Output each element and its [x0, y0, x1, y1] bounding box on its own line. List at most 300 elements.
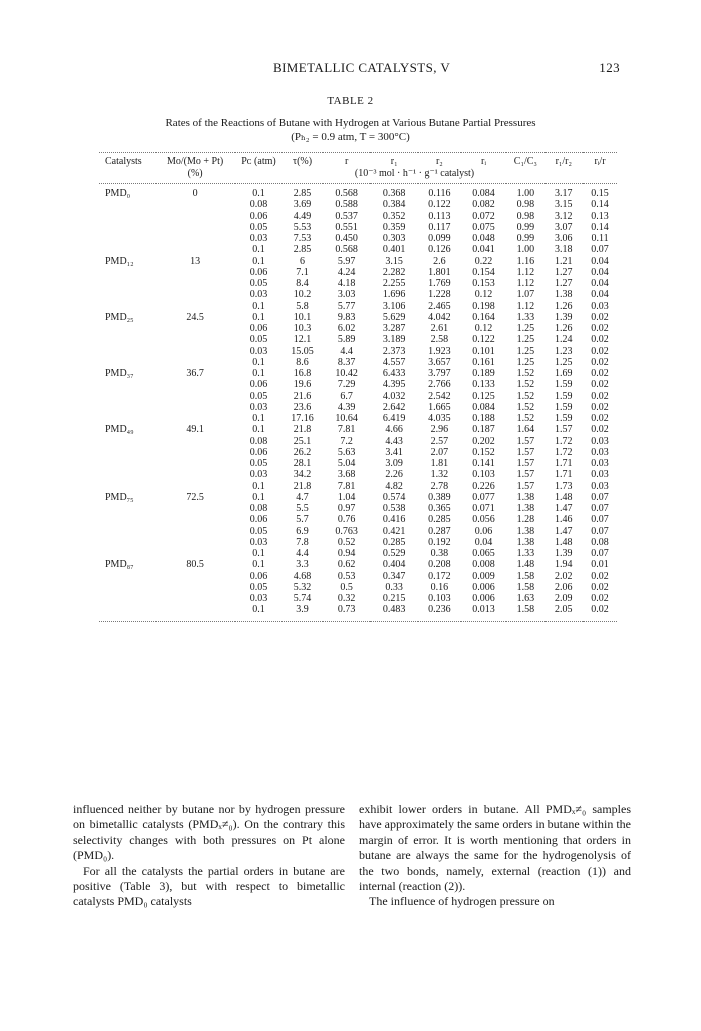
cell-r: 7.81	[337, 480, 356, 492]
cell-r1r2: 1.94	[555, 559, 573, 571]
cell-r1: 0.574	[382, 491, 406, 503]
cell-r1r2: 1.47	[555, 503, 573, 514]
cell-mo-ratio	[156, 402, 235, 413]
cell-mo-ratio	[156, 357, 235, 368]
cell-r1r2: 1.71	[555, 469, 573, 481]
cell-tau: 19.6	[293, 379, 312, 391]
cell-r1: 3.15	[385, 255, 403, 267]
cell-tau: 2.85	[293, 188, 312, 199]
cell-ri: 0.12	[474, 323, 493, 334]
cell-c1c3: 1.58	[506, 604, 544, 621]
cell-pc: 0.1	[235, 604, 283, 621]
cell-r: 4.24	[337, 266, 356, 278]
cell-rir: 0.07	[591, 503, 609, 514]
cell-tau: 10.1	[293, 311, 312, 323]
cell-tau: 12.1	[293, 334, 312, 346]
cell-tau: 21.6	[293, 390, 312, 402]
cell-r2: 2.07	[430, 446, 449, 458]
cell-catalyst	[99, 357, 156, 368]
cell-r1: 0.404	[382, 559, 406, 571]
cell-ri: 0.077	[472, 491, 495, 503]
col-header-r: r	[323, 153, 371, 169]
cell-r1: 0.352	[382, 210, 406, 222]
cell-c1c3: 1.25	[516, 356, 535, 368]
cell-r2: 0.16	[430, 581, 449, 593]
cell-pc: 0.1	[252, 300, 265, 312]
cell-rir: 0.13	[591, 210, 609, 222]
cell-tau: 34.2	[293, 469, 312, 481]
cell-r2: 1.665	[428, 401, 451, 413]
cell-r: 9.83	[337, 311, 356, 323]
cell-r: 10.42	[335, 368, 358, 379]
cell-catalyst	[99, 526, 156, 537]
cell-r: 0.94	[337, 548, 356, 559]
table-row	[99, 289, 617, 300]
table-row	[99, 312, 617, 323]
cell-r1: 0.33	[385, 581, 403, 593]
cell-r1: 6.433	[382, 368, 406, 379]
table-row	[99, 582, 617, 593]
cell-r: 0.537	[335, 210, 358, 222]
table-caption-line2: (Pₕ₂ = 0.9 atm, T = 300°C)	[291, 131, 410, 143]
cell-r: 0.62	[337, 559, 356, 571]
table-row	[99, 593, 617, 604]
table-row	[99, 301, 617, 312]
cell-r1r2: 3.12	[555, 210, 573, 222]
cell-rir: 0.03	[591, 458, 609, 469]
cell-mo-ratio: 0	[192, 188, 198, 199]
cell-r2: 0.38	[430, 548, 449, 559]
col-header-rate-units: (10⁻³ mol · h⁻¹ · g⁻¹ catalyst)	[323, 168, 506, 184]
cell-catalyst	[99, 481, 156, 492]
col-header-pc: Pᴄ (atm)	[235, 153, 283, 169]
cell-ri: 0.164	[472, 311, 495, 323]
cell-catalyst	[99, 346, 156, 357]
cell-mo-ratio	[156, 514, 235, 525]
cell-pc: 0.1	[252, 424, 265, 436]
cell-ri: 0.065	[472, 548, 495, 559]
cell-c1c3: 1.07	[516, 289, 535, 301]
cell-c1c3: 1.52	[516, 379, 535, 391]
cell-c1c3: 1.52	[516, 390, 535, 402]
cell-r1r2: 1.26	[555, 300, 573, 312]
paragraph: For all the catalysts the partial orders in butane are positive (Table 3), but with respect to bimetallic catalysts PMD₀ catalysts	[73, 863, 345, 909]
cell-catalyst	[99, 604, 156, 621]
cell-ri: 0.125	[472, 390, 495, 402]
cell-mo-ratio	[156, 289, 235, 300]
cell-r1r2: 1.26	[555, 323, 573, 334]
cell-ri: 0.008	[472, 559, 495, 571]
cell-pc: 0.05	[249, 278, 268, 289]
cell-tau: 3.9	[282, 604, 323, 621]
cell-tau: 2.85	[293, 244, 312, 256]
cell-pc: 0.1	[252, 244, 265, 256]
cell-r: 5.97	[337, 255, 356, 267]
cell-c1c3: 1.52	[516, 401, 535, 413]
cell-r1: 0.401	[382, 244, 406, 256]
cell-c1c3: 1.12	[516, 278, 535, 289]
cell-catalyst	[99, 301, 156, 312]
cell-rir: 0.02	[591, 356, 609, 368]
cell-r2: 0.365	[428, 503, 451, 514]
cell-tau: 7.1	[296, 266, 309, 278]
cell-r2: 4.035	[428, 413, 451, 424]
cell-pc: 0.03	[249, 345, 268, 357]
cell-r: 0.551	[335, 221, 358, 233]
cell-tau: 4.4	[296, 548, 309, 559]
cell-r2: 1.769	[428, 278, 451, 289]
table-row	[99, 571, 617, 582]
cell-r1r2: 1.39	[555, 548, 573, 559]
cell-catalyst	[99, 334, 156, 345]
cell-c1c3: 1.00	[516, 244, 535, 256]
cell-r2: 3.657	[428, 356, 451, 368]
cell-r: 6.7	[340, 390, 353, 402]
cell-tau: 5.53	[293, 221, 312, 233]
cell-pc: 0.06	[249, 379, 268, 391]
cell-rir: 0.07	[591, 525, 609, 537]
cell-pc: 0.1	[252, 255, 265, 267]
cell-rir: 0.02	[591, 593, 609, 604]
cell-ri: 0.226	[472, 480, 495, 492]
cell-r1: 2.26	[385, 469, 403, 481]
cell-c1c3: 1.25	[516, 323, 535, 334]
cell-r1: 2.282	[382, 266, 406, 278]
cell-catalyst: PMD₄₉	[105, 424, 134, 436]
cell-r: 0.53	[337, 570, 356, 582]
cell-catalyst	[99, 537, 156, 548]
cell-rir: 0.03	[591, 469, 609, 481]
cell-c1c3: 1.57	[516, 446, 535, 458]
cell-r: 5.63	[337, 446, 356, 458]
table-header-row	[99, 153, 617, 169]
cell-mo-ratio	[156, 199, 235, 210]
table-row	[99, 379, 617, 390]
cell-mo-ratio	[156, 334, 235, 345]
cell-r: 6.02	[337, 323, 356, 334]
cell-r1r2: 1.59	[555, 413, 573, 424]
cell-r1r2: 1.57	[555, 424, 573, 436]
table-row	[99, 458, 617, 469]
cell-ri: 0.009	[472, 570, 495, 582]
cell-r: 1.04	[337, 491, 356, 503]
cell-mo-ratio: 72.5	[186, 491, 204, 503]
cell-rir: 0.02	[591, 323, 609, 334]
cell-ri: 0.101	[472, 345, 495, 357]
cell-ri: 0.075	[472, 221, 495, 233]
cell-r1r2: 3.07	[555, 221, 573, 233]
cell-r1: 0.347	[382, 570, 406, 582]
table-row	[99, 222, 617, 233]
cell-rir: 0.02	[591, 334, 609, 346]
table-body	[99, 184, 617, 622]
cell-ri: 0.006	[472, 581, 495, 593]
cell-r1: 0.384	[382, 199, 406, 211]
cell-catalyst	[99, 436, 156, 447]
table-row	[99, 211, 617, 222]
cell-pc: 0.1	[252, 480, 265, 492]
cell-r1: 2.373	[382, 345, 406, 357]
cell-tau: 17.16	[291, 413, 314, 424]
cell-catalyst	[99, 244, 156, 255]
cell-r1: 3.09	[385, 458, 403, 469]
cell-c1c3: 1.58	[516, 570, 535, 582]
table-row	[99, 436, 617, 447]
cell-ri: 0.056	[472, 514, 495, 526]
table-caption-line1: Rates of the Reactions of Butane with Hydrogen at Various Butane Partial Pressures	[165, 117, 536, 129]
cell-r2: 0.287	[428, 525, 451, 537]
cell-ri: 0.161	[472, 356, 495, 368]
cell-r: 7.29	[337, 379, 356, 391]
table-row	[99, 413, 617, 424]
cell-r1: 4.82	[385, 480, 403, 492]
col-header-ri: rᵢ	[461, 153, 506, 169]
cell-rir: 0.02	[591, 345, 609, 357]
cell-tau: 25.1	[293, 435, 312, 447]
cell-catalyst	[99, 289, 156, 300]
cell-rir: 0.02	[591, 581, 609, 593]
cell-mo-ratio: 24.5	[186, 311, 204, 323]
cell-rir: 0.07	[591, 514, 609, 526]
cell-rir: 0.02	[591, 570, 609, 582]
cell-c1c3: 1.28	[516, 514, 535, 526]
cell-rir: 0.07	[591, 548, 609, 559]
cell-r1: 0.416	[382, 514, 406, 526]
cell-r2: 2.58	[430, 334, 449, 346]
cell-c1c3: 1.52	[516, 413, 535, 424]
cell-r2: 0.103	[428, 593, 451, 604]
cell-c1c3: 1.38	[516, 525, 535, 537]
cell-rir: 0.07	[591, 491, 609, 503]
cell-tau: 5.74	[293, 593, 312, 604]
cell-r: 4.18	[337, 278, 356, 289]
cell-pc: 0.1	[252, 413, 265, 424]
cell-c1c3: 1.33	[516, 548, 535, 559]
cell-pc: 0.1	[252, 491, 265, 503]
cell-r: 0.568	[335, 188, 358, 199]
cell-c1c3: 0.98	[516, 199, 535, 211]
cell-catalyst	[99, 447, 156, 458]
cell-mo-ratio	[156, 267, 235, 278]
cell-pc: 0.1	[252, 559, 265, 571]
cell-mo-ratio	[156, 211, 235, 222]
cell-pc: 0.1	[252, 548, 265, 559]
col-header-r2: r₂	[418, 153, 461, 169]
cell-r1r2: 1.72	[555, 446, 573, 458]
cell-mo-ratio	[156, 413, 235, 424]
cell-catalyst	[99, 379, 156, 390]
cell-rir: 0.04	[591, 255, 609, 267]
cell-tau: 5.8	[296, 300, 309, 312]
cell-mo-ratio	[156, 548, 235, 559]
table-row	[99, 481, 617, 492]
cell-r1: 0.368	[382, 188, 406, 199]
paragraph: The influence of hydrogen pressure on	[369, 894, 555, 909]
cell-mo-ratio: 49.1	[186, 424, 204, 436]
cell-pc: 0.08	[249, 199, 268, 211]
cell-r1: 0.285	[382, 536, 406, 548]
cell-tau: 23.6	[293, 401, 312, 413]
table-header-units-row	[99, 168, 617, 184]
cell-mo-ratio	[156, 222, 235, 233]
cell-rir: 0.07	[591, 244, 609, 256]
cell-pc: 0.03	[249, 289, 268, 301]
table-row	[99, 323, 617, 334]
cell-mo-ratio	[156, 481, 235, 492]
cell-pc: 0.08	[249, 435, 268, 447]
running-title: BIMETALLIC CATALYSTS, V	[273, 60, 451, 75]
cell-r1r2: 1.69	[555, 368, 573, 379]
cell-mo-ratio	[156, 301, 235, 312]
cell-c1c3: 0.99	[516, 233, 535, 244]
cell-r1: 0.215	[382, 593, 406, 604]
cell-r2: 1.32	[430, 469, 449, 481]
cell-ri: 0.154	[472, 266, 495, 278]
cell-c1c3: 1.12	[516, 266, 535, 278]
cell-r2: 2.57	[430, 435, 449, 447]
cell-r: 0.73	[323, 604, 371, 621]
cell-rir: 0.02	[591, 401, 609, 413]
table-row	[99, 447, 617, 458]
cell-catalyst	[99, 413, 156, 424]
cell-ri: 0.06	[474, 525, 493, 537]
cell-rir: 0.02	[591, 424, 609, 436]
cell-rir: 0.03	[591, 300, 609, 312]
table-row	[99, 537, 617, 548]
cell-r1: 0.421	[382, 525, 406, 537]
cell-r1r2: 3.15	[555, 199, 573, 211]
cell-pc: 0.05	[249, 581, 268, 593]
cell-c1c3: 1.52	[516, 368, 535, 379]
cell-r2: 0.285	[428, 514, 451, 526]
cell-r1r2: 3.06	[555, 233, 573, 244]
table-row	[99, 469, 617, 480]
cell-tau: 6.9	[296, 525, 309, 537]
cell-ri: 0.12	[474, 289, 493, 301]
cell-r1: 0.538	[382, 503, 406, 514]
cell-r1r2: 1.38	[555, 289, 573, 301]
cell-pc: 0.06	[249, 266, 268, 278]
cell-r2: 2.61	[430, 323, 449, 334]
cell-c1c3: 1.38	[516, 536, 535, 548]
cell-ri: 0.133	[472, 379, 495, 391]
table-row	[99, 256, 617, 267]
cell-ri: 0.013	[461, 604, 506, 621]
cell-ri: 0.202	[472, 435, 495, 447]
cell-rir: 0.04	[591, 278, 609, 289]
cell-catalyst	[99, 582, 156, 593]
cell-r: 4.39	[337, 401, 356, 413]
cell-ri: 0.084	[472, 188, 495, 199]
cell-r1r2: 1.25	[555, 356, 573, 368]
cell-mo-ratio	[156, 537, 235, 548]
cell-r: 3.03	[337, 289, 356, 301]
cell-r1: 0.359	[382, 221, 406, 233]
cell-pc: 0.08	[249, 503, 268, 514]
cell-r1r2: 2.09	[555, 593, 573, 604]
cell-r1r2: 1.39	[555, 311, 573, 323]
cell-catalyst	[99, 222, 156, 233]
cell-r: 5.77	[337, 300, 356, 312]
table-caption	[0, 116, 701, 144]
cell-c1c3: 1.57	[516, 469, 535, 481]
cell-ri: 0.188	[472, 413, 495, 424]
cell-r1r2: 1.73	[555, 480, 573, 492]
cell-rir: 0.14	[591, 199, 609, 211]
cell-c1c3: 1.64	[516, 424, 535, 436]
cell-catalyst: PMD₂₅	[105, 311, 134, 323]
cell-r1r2: 2.06	[555, 581, 573, 593]
cell-rir: 0.15	[591, 188, 609, 199]
cell-mo-ratio	[156, 582, 235, 593]
cell-catalyst	[99, 211, 156, 222]
cell-pc: 0.1	[252, 188, 265, 199]
cell-r: 5.89	[337, 334, 356, 346]
cell-c1c3: 1.48	[516, 559, 535, 571]
col-header-rir: rᵢ/r	[583, 153, 617, 169]
cell-r2: 0.099	[428, 233, 451, 244]
cell-catalyst	[99, 593, 156, 604]
cell-r1r2: 2.02	[555, 570, 573, 582]
table-row	[99, 548, 617, 559]
cell-ri: 0.141	[472, 458, 495, 469]
cell-rir: 0.02	[591, 390, 609, 402]
cell-c1c3: 1.33	[516, 311, 535, 323]
cell-mo-ratio	[156, 379, 235, 390]
cell-r1r2: 1.23	[555, 345, 573, 357]
table-row	[99, 604, 617, 621]
cell-mo-ratio	[156, 604, 235, 621]
cell-ri: 0.189	[472, 368, 495, 379]
cell-rir: 0.03	[591, 435, 609, 447]
cell-ri: 0.04	[474, 536, 493, 548]
cell-mo-ratio: 13	[190, 255, 201, 267]
cell-mo-ratio	[156, 469, 235, 480]
cell-r2: 0.116	[428, 188, 451, 199]
table-row	[99, 514, 617, 525]
cell-r1r2: 1.27	[555, 278, 573, 289]
cell-pc: 0.03	[249, 401, 268, 413]
cell-ri: 0.152	[472, 446, 495, 458]
cell-ri: 0.153	[472, 278, 495, 289]
cell-c1c3: 1.12	[516, 300, 535, 312]
cell-rir: 0.04	[591, 289, 609, 301]
cell-r1r2: 1.24	[555, 334, 573, 346]
col-header-c1c3: C₁/C₃	[506, 153, 544, 169]
cell-rir: 0.02	[591, 368, 609, 379]
cell-catalyst	[99, 233, 156, 244]
cell-r: 0.763	[335, 525, 358, 537]
cell-c1c3: 1.38	[516, 491, 535, 503]
cell-c1c3: 1.58	[516, 581, 535, 593]
cell-c1c3: 1.00	[516, 188, 535, 199]
cell-pc: 0.05	[249, 390, 268, 402]
cell-r: 0.76	[337, 514, 356, 526]
cell-mo-ratio	[156, 526, 235, 537]
cell-catalyst	[99, 571, 156, 582]
cell-c1c3: 1.16	[516, 255, 535, 267]
cell-r: 0.588	[335, 199, 358, 211]
cell-r1r2: 1.46	[555, 514, 573, 526]
cell-catalyst: PMD₁₂	[105, 255, 134, 267]
cell-r: 0.32	[337, 593, 356, 604]
cell-pc: 0.06	[249, 323, 268, 334]
cell-tau: 8.6	[296, 356, 309, 368]
table-row	[99, 492, 617, 503]
cell-mo-ratio	[156, 233, 235, 244]
cell-pc: 0.05	[249, 525, 268, 537]
cell-catalyst	[99, 458, 156, 469]
